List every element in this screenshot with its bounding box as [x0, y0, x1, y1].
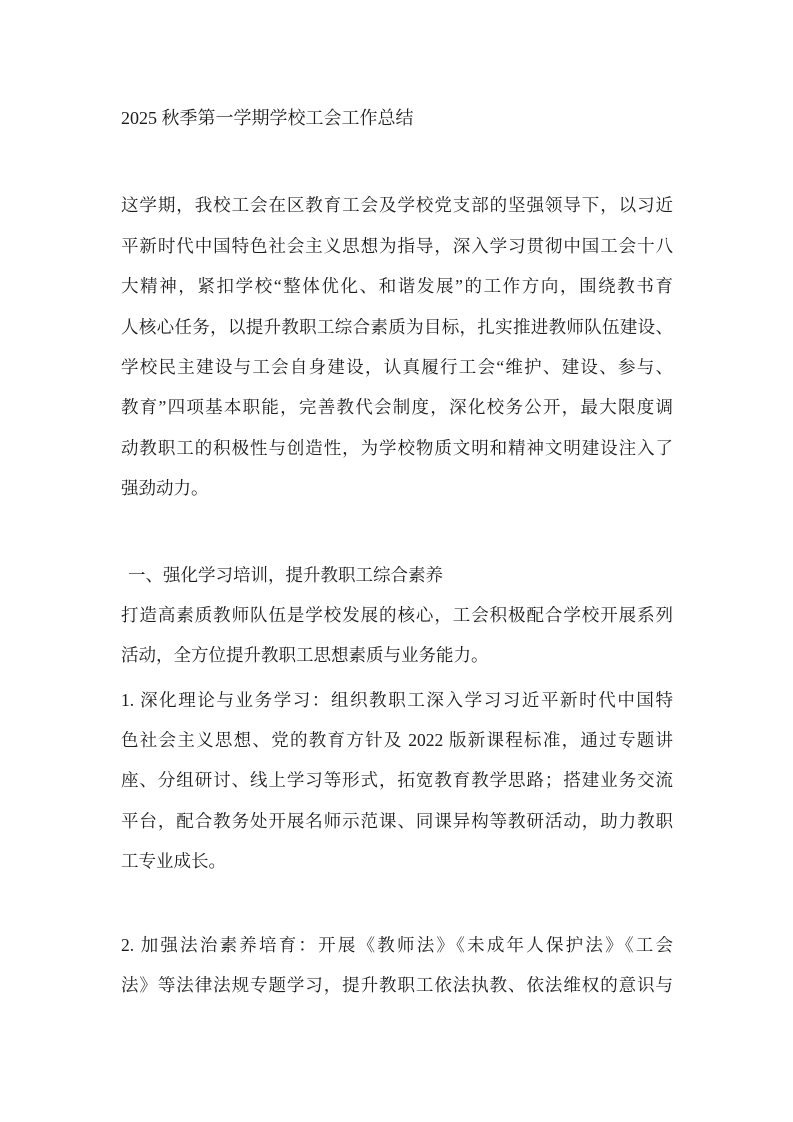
text-line: 人核心任务，以提升教职工综合素质为目标，扎实推进教师队伍建设、 — [121, 316, 673, 337]
blank-line — [121, 138, 673, 185]
blank-line — [121, 882, 673, 925]
text-line: 强劲动力。 — [121, 478, 209, 499]
text-line: 学校民主建设与工会自身建设，认真履行工会“维护、建设、参与、 — [121, 356, 673, 377]
section-1-overview-paragraph — [121, 595, 673, 676]
text-line: 1. 深化理论与业务学习：组织教职工深入学习习近平新时代中国特 — [121, 689, 673, 710]
blank-line — [121, 509, 673, 555]
document-title: 2025 秋季第一学期学校工会工作总结 — [121, 108, 414, 128]
text-line: 大精神，紧扣学校“整体优化、和谐发展”的工作方向，围绕教书育 — [121, 276, 673, 297]
section-heading-1: 一、强化学习培训，提升教职工综合素养 — [128, 564, 443, 585]
text-line: 平台，配合教务处开展名师示范课、同课异构等教研活动，助力教职 — [121, 810, 673, 831]
text-line: 法》等法律法规专题学习，提升教职工依法执教、依法维权的意识与 — [121, 975, 673, 996]
text-line: 平新时代中国特色社会主义思想为指导，深入学习贯彻中国工会十八 — [121, 235, 673, 256]
intro-paragraph — [121, 185, 673, 508]
text-line: 工专业成长。 — [121, 851, 226, 872]
text-line: 座、分组研讨、线上学习等形式，拓宽教育教学思路；搭建业务交流 — [121, 770, 673, 791]
section-1-item-1-paragraph — [121, 680, 673, 882]
text-line: 打造高素质教师队伍是学校发展的核心，工会积极配合学校开展系列 — [121, 604, 673, 625]
text-line: 动教职工的积极性与创造性，为学校物质文明和精神文明建设注入了 — [121, 437, 673, 458]
text-line: 教育”四项基本职能，完善教代会制度，深化校务公开，最大限度调 — [121, 397, 673, 418]
text-line: 活动，全方位提升教职工思想素质与业务能力。 — [121, 645, 489, 666]
text-line: 色社会主义思想、党的教育方针及 2022 版新课程标准，通过专题讲 — [121, 730, 673, 751]
text-line: 2. 加强法治素养培育：开展《教师法》《未成年人保护法》《工会 — [121, 934, 673, 955]
section-1-item-2-paragraph — [121, 925, 673, 1006]
text-line: 这学期，我校工会在区教育工会及学校党支部的坚强领导下，以习近 — [121, 195, 673, 216]
